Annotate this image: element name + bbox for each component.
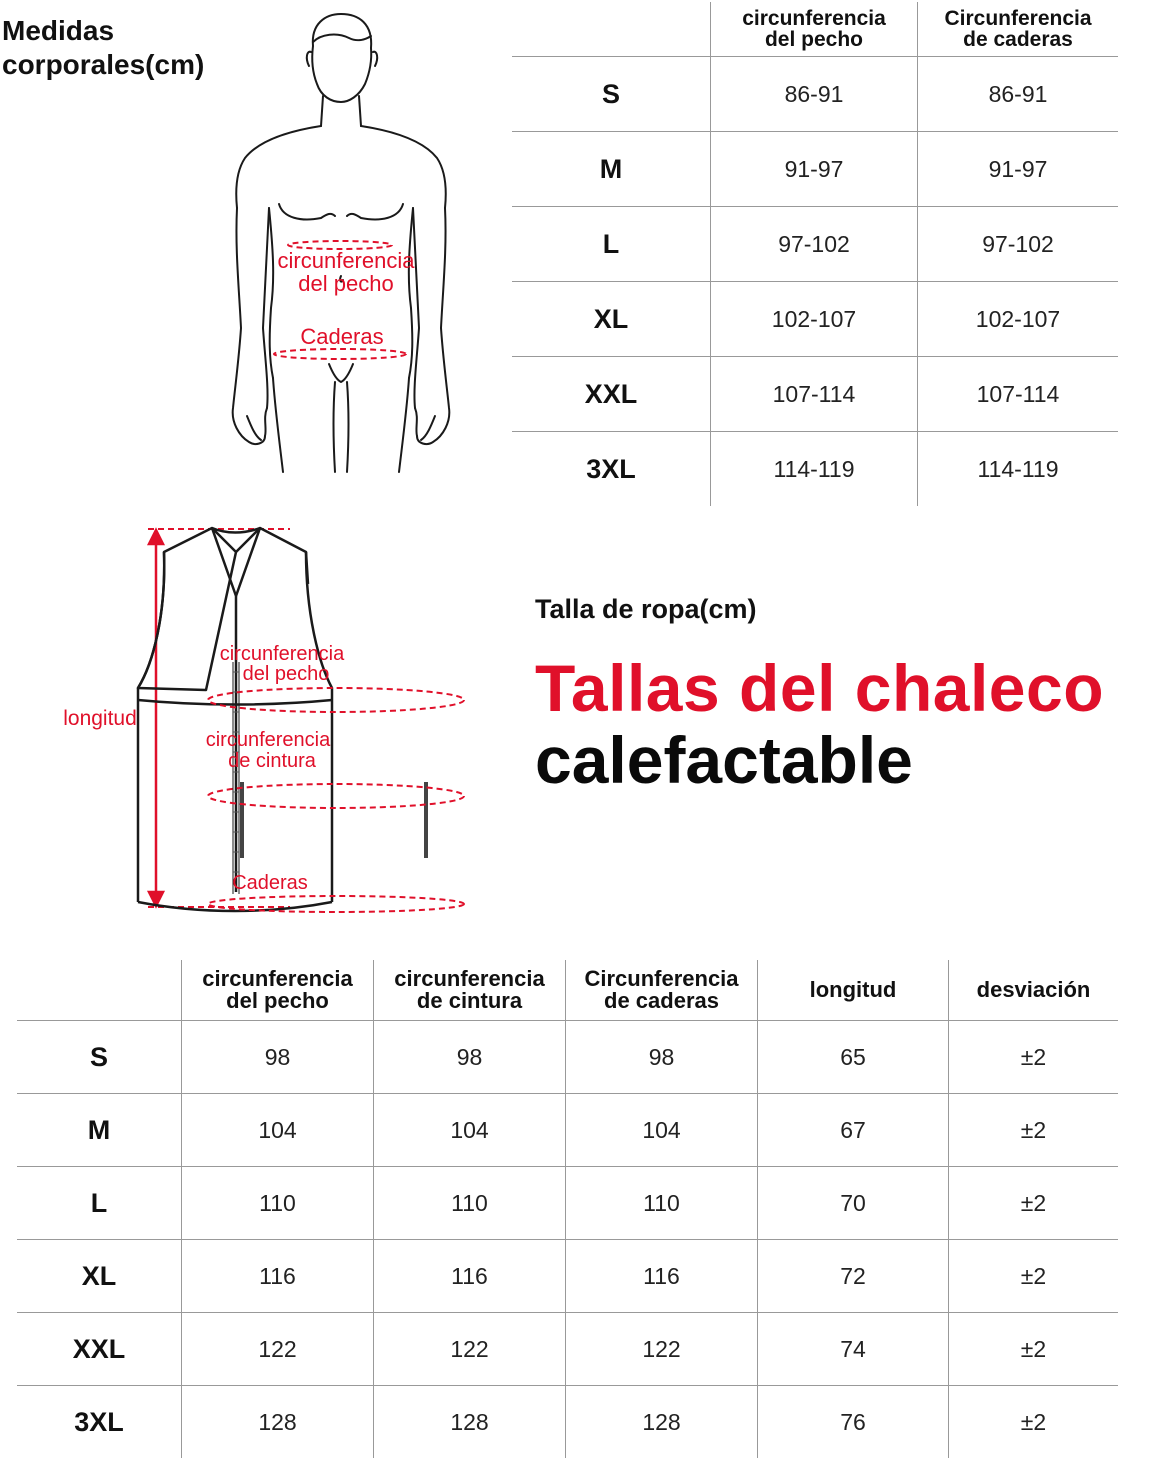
waist-cell: 128 <box>374 1386 566 1458</box>
table-header-chest <box>711 2 918 57</box>
body-chest-label-line2: del pecho <box>298 271 393 296</box>
length-cell: 70 <box>758 1167 949 1240</box>
table-row <box>512 357 1118 432</box>
table-header-deviation: desviación <box>949 960 1119 1021</box>
length-cell: 74 <box>758 1313 949 1386</box>
length-cell: 67 <box>758 1094 949 1167</box>
table-header-size <box>17 960 182 1021</box>
table-row <box>512 282 1118 357</box>
size-cell: XXL <box>17 1313 182 1386</box>
hips-cell: 110 <box>566 1167 758 1240</box>
chest-cell: 116 <box>182 1240 374 1313</box>
size-cell: M <box>17 1094 182 1167</box>
table-row <box>512 132 1118 207</box>
table-header-chest <box>182 960 374 1021</box>
table-row <box>512 57 1118 132</box>
length-cell: 76 <box>758 1386 949 1458</box>
header-line: circunferencia <box>712 8 916 29</box>
waist-cell: 104 <box>374 1094 566 1167</box>
waist-cell: 116 <box>374 1240 566 1313</box>
hips-cell: 97-102 <box>918 207 1119 282</box>
table-row <box>17 1167 1118 1240</box>
waist-cell: 122 <box>374 1313 566 1386</box>
body-title-line2: corporales(cm) <box>2 48 204 82</box>
body-title-line1: Medidas <box>2 14 204 48</box>
chest-cell: 86-91 <box>711 57 918 132</box>
deviation-cell: ±2 <box>949 1021 1119 1094</box>
header-line: del pecho <box>712 29 916 50</box>
hips-cell: 114-119 <box>918 432 1119 507</box>
header-line: de caderas <box>567 990 756 1012</box>
table-row <box>17 1094 1118 1167</box>
vest-sizes-title: Tallas del chaleco <box>535 650 1104 726</box>
hips-cell: 128 <box>566 1386 758 1458</box>
header-line: de caderas <box>919 29 1117 50</box>
chest-cell: 110 <box>182 1167 374 1240</box>
hips-cell: 102-107 <box>918 282 1119 357</box>
hips-cell: 107-114 <box>918 357 1119 432</box>
vest-length-label: longitud <box>63 707 137 730</box>
chest-cell: 102-107 <box>711 282 918 357</box>
header-line: del pecho <box>183 990 372 1012</box>
chest-cell: 97-102 <box>711 207 918 282</box>
table-row <box>17 1021 1118 1094</box>
header-line: Circunferencia <box>919 8 1117 29</box>
hips-cell: 116 <box>566 1240 758 1313</box>
hips-cell: 91-97 <box>918 132 1119 207</box>
hips-cell: 86-91 <box>918 57 1119 132</box>
size-cell: XL <box>512 282 711 357</box>
table-header-size <box>512 2 711 57</box>
header-line: circunferencia <box>183 968 372 990</box>
hips-cell: 98 <box>566 1021 758 1094</box>
deviation-cell: ±2 <box>949 1167 1119 1240</box>
body-hips-label: Caderas <box>300 324 383 349</box>
chest-cell: 122 <box>182 1313 374 1386</box>
table-row <box>17 1386 1118 1458</box>
size-cell: L <box>512 207 711 282</box>
vest-size-table <box>17 960 1118 1458</box>
vest-chest-label-line2: del pecho <box>243 663 330 685</box>
vest-waist-label-line1: circunferencia <box>206 729 331 751</box>
header-line: Circunferencia <box>567 968 756 990</box>
chest-cell: 114-119 <box>711 432 918 507</box>
table-row <box>512 432 1118 507</box>
deviation-cell: ±2 <box>949 1240 1119 1313</box>
clothing-size-subtitle: Talla de ropa(cm) <box>535 594 757 625</box>
header-line: de cintura <box>375 990 564 1012</box>
body-measurements-title <box>2 14 204 82</box>
vest-hips-label: Caderas <box>232 872 308 894</box>
size-cell: XXL <box>512 357 711 432</box>
header-line: circunferencia <box>375 968 564 990</box>
vest-waist-label-line2: de cintura <box>228 750 317 772</box>
vest-illustration <box>40 522 480 922</box>
length-cell: 65 <box>758 1021 949 1094</box>
chest-cell: 128 <box>182 1386 374 1458</box>
table-header-row <box>17 960 1118 1021</box>
size-cell: XL <box>17 1240 182 1313</box>
body-chest-label-line1: circunferencia <box>278 248 416 273</box>
deviation-cell: ±2 <box>949 1386 1119 1458</box>
deviation-cell: ±2 <box>949 1094 1119 1167</box>
table-header-row <box>512 2 1118 57</box>
table-header-length: longitud <box>758 960 949 1021</box>
body-size-table <box>512 2 1118 506</box>
chest-cell: 104 <box>182 1094 374 1167</box>
hips-cell: 104 <box>566 1094 758 1167</box>
size-cell: S <box>17 1021 182 1094</box>
heated-vest-title: calefactable <box>535 722 913 798</box>
length-cell: 72 <box>758 1240 949 1313</box>
chest-cell: 91-97 <box>711 132 918 207</box>
table-row <box>17 1313 1118 1386</box>
table-header-hips <box>566 960 758 1021</box>
chest-cell: 107-114 <box>711 357 918 432</box>
waist-cell: 110 <box>374 1167 566 1240</box>
table-row <box>512 207 1118 282</box>
size-cell: 3XL <box>512 432 711 507</box>
size-cell: 3XL <box>17 1386 182 1458</box>
human-body-illustration <box>225 8 455 476</box>
size-cell: M <box>512 132 711 207</box>
waist-cell: 98 <box>374 1021 566 1094</box>
table-row <box>17 1240 1118 1313</box>
vest-chest-label-line1: circunferencia <box>220 643 345 665</box>
table-header-waist <box>374 960 566 1021</box>
deviation-cell: ±2 <box>949 1313 1119 1386</box>
hips-cell: 122 <box>566 1313 758 1386</box>
table-header-hips <box>918 2 1119 57</box>
size-cell: L <box>17 1167 182 1240</box>
chest-cell: 98 <box>182 1021 374 1094</box>
size-cell: S <box>512 57 711 132</box>
